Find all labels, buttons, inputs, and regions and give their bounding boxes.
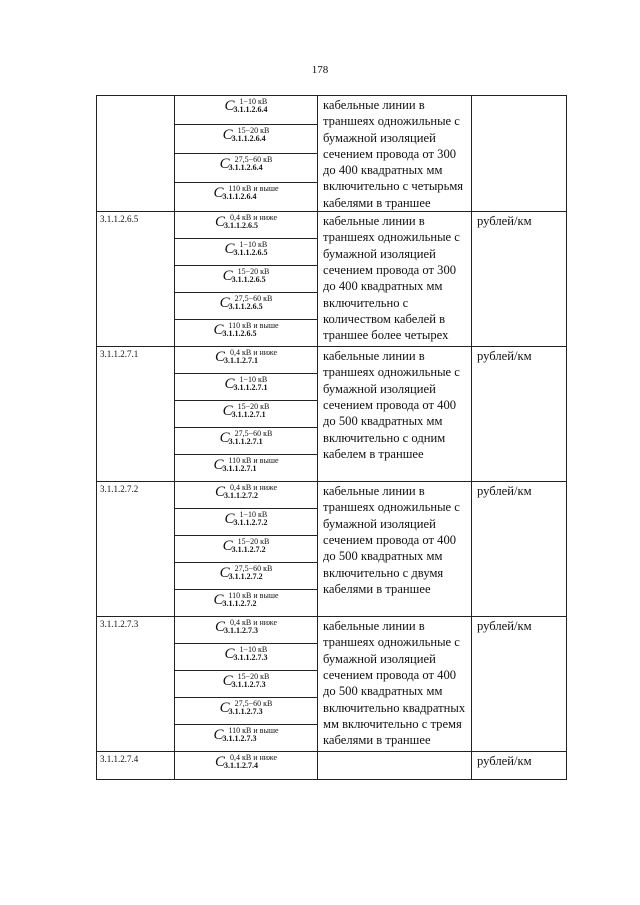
voltage-class: 15−20 кВ: [237, 267, 270, 277]
coefficient-subscript: 3.1.1.2.7.2: [231, 545, 266, 555]
voltage-class: 110 кВ и выше: [228, 591, 279, 601]
coefficient-cell: [175, 347, 318, 374]
coefficient-formula: [220, 428, 273, 446]
voltage-class: 1−10 кВ: [239, 240, 268, 250]
voltage-class: 0,4 кВ и ниже: [229, 753, 278, 763]
coefficient-symbol: C: [213, 185, 224, 202]
voltage-class: 27,5−60 кВ: [234, 429, 273, 439]
row-unit: рублей/км: [472, 617, 567, 752]
coefficient-index: [232, 403, 270, 419]
row-code: 3.1.1.2.7.2: [97, 482, 175, 617]
coefficient-symbol: C: [219, 156, 230, 173]
coefficient-cell: [175, 154, 318, 183]
coefficient-formula: [213, 725, 278, 743]
coefficient-formula: [224, 644, 267, 662]
coefficient-cell: [175, 482, 318, 509]
coefficient-subscript: 3.1.1.2.7.3: [228, 707, 263, 717]
coefficient-subscript: 3.1.1.2.7.3: [233, 653, 268, 663]
coefficient-index: [234, 98, 268, 114]
table-row: [97, 96, 567, 125]
coefficient-subscript: 3.1.1.2.7.1: [228, 437, 263, 447]
row-description: кабельные линии в траншеях одножильные с бумажной изоляцией сечением провода от 400 до 500 квадратных мм включительно с одним кабелем в траншее: [318, 347, 472, 482]
coefficient-subscript: 3.1.1.2.6.5: [223, 221, 258, 231]
coefficient-subscript: 3.1.1.2.7.1: [223, 356, 258, 366]
coefficient-index: [229, 565, 273, 581]
voltage-class: 1−10 кВ: [239, 375, 268, 385]
coefficient-index: [234, 511, 268, 527]
voltage-class: 0,4 кВ и ниже: [229, 213, 278, 223]
coefficient-subscript: 3.1.1.2.6.5: [222, 329, 257, 339]
coefficient-symbol: C: [222, 127, 233, 144]
voltage-class: 27,5−60 кВ: [234, 564, 273, 574]
coefficient-subscript: 3.1.1.2.6.4: [222, 192, 257, 202]
coefficient-symbol: C: [214, 214, 225, 231]
voltage-class: 15−20 кВ: [237, 537, 270, 547]
coefficient-formula: [213, 183, 278, 201]
coefficient-index: [229, 430, 273, 446]
voltage-class: 27,5−60 кВ: [234, 155, 273, 165]
coefficient-subscript: 3.1.1.2.6.5: [233, 248, 268, 258]
row-unit: рублей/км: [472, 212, 567, 347]
coefficient-symbol: C: [214, 619, 225, 636]
row-unit: рублей/км: [472, 482, 567, 617]
voltage-class: 15−20 кВ: [237, 672, 270, 682]
row-description: [318, 752, 472, 780]
row-code: 3.1.1.2.7.4: [97, 752, 175, 780]
coefficient-formula: [213, 320, 278, 338]
coefficient-cell: [175, 293, 318, 320]
voltage-class: 15−20 кВ: [237, 126, 270, 136]
coefficient-index: [222, 727, 278, 743]
coefficient-cell: [175, 212, 318, 239]
coefficient-subscript: 3.1.1.2.7.2: [222, 599, 257, 609]
coefficient-formula: [220, 293, 273, 311]
coefficient-cell: [175, 401, 318, 428]
coefficient-formula: [223, 266, 270, 284]
coefficient-index: [234, 241, 268, 257]
row-description: кабельные линии в траншеях одножильные с бумажной изоляцией сечением провода от 400 до 500 квадратных мм включительно с двумя кабелями в траншее: [318, 482, 472, 617]
row-description: кабельные линии в траншеях одножильные с бумажной изоляцией сечением провода от 300 до 400 квадратных мм включительно с количеством кабелей в траншее более четырех: [318, 212, 472, 347]
coefficient-index: [222, 592, 278, 608]
coefficient-cell: [175, 752, 318, 780]
coefficient-subscript: 3.1.1.2.7.3: [223, 626, 258, 636]
coefficient-index: [229, 295, 273, 311]
coefficient-symbol: C: [222, 538, 233, 555]
coefficient-subscript: 3.1.1.2.7.1: [231, 410, 266, 420]
table-row: [97, 347, 567, 374]
coefficient-cell: [175, 509, 318, 536]
coefficient-formula: [213, 455, 278, 473]
coefficient-subscript: 3.1.1.2.7.4: [223, 761, 258, 771]
coefficient-index: [232, 538, 270, 554]
coefficient-index: [232, 673, 270, 689]
coefficient-cell: [175, 617, 318, 644]
coefficient-formula: [223, 536, 270, 554]
coefficient-subscript: 3.1.1.2.6.4: [231, 134, 266, 144]
voltage-class: 1−10 кВ: [239, 645, 268, 655]
coefficient-symbol: C: [213, 322, 224, 339]
coefficient-index: [222, 322, 278, 338]
coefficient-symbol: C: [224, 646, 235, 663]
voltage-class: 0,4 кВ и ниже: [229, 618, 278, 628]
coefficient-symbol: C: [213, 727, 224, 744]
coefficient-formula: [224, 96, 267, 114]
coefficient-cell: [175, 266, 318, 293]
coefficient-cell: [175, 239, 318, 266]
voltage-class: 110 кВ и выше: [228, 726, 279, 736]
voltage-class: 110 кВ и выше: [228, 321, 279, 331]
coefficient-symbol: C: [213, 592, 224, 609]
coefficient-index: [224, 754, 277, 770]
coefficient-symbol: C: [219, 565, 230, 582]
coefficient-formula: [215, 617, 277, 635]
coefficient-subscript: 3.1.1.2.7.2: [233, 518, 268, 528]
table-row: [97, 617, 567, 644]
coefficient-formula: [215, 347, 277, 365]
row-unit: [472, 96, 567, 212]
coefficient-symbol: C: [219, 700, 230, 717]
coefficient-index: [232, 127, 270, 143]
coefficient-cell: [175, 671, 318, 698]
voltage-class: 1−10 кВ: [239, 97, 268, 106]
coefficient-cell: [175, 455, 318, 482]
coefficient-formula: [215, 212, 277, 230]
coefficient-cell: [175, 96, 318, 125]
coefficient-index: [232, 268, 270, 284]
coefficient-formula: [223, 401, 270, 419]
row-code: [97, 96, 175, 212]
coefficient-index: [224, 619, 277, 635]
coefficient-symbol: C: [219, 295, 230, 312]
voltage-class: 110 кВ и выше: [228, 456, 279, 466]
coefficient-cell: [175, 590, 318, 617]
voltage-class: 110 кВ и выше: [228, 184, 279, 194]
row-code: 3.1.1.2.7.1: [97, 347, 175, 482]
coefficient-symbol: C: [219, 430, 230, 447]
coefficient-index: [224, 214, 277, 230]
coefficient-subscript: 3.1.1.2.7.3: [231, 680, 266, 690]
coefficient-symbol: C: [213, 457, 224, 474]
coefficient-formula: [213, 590, 278, 608]
coefficient-symbol: C: [214, 349, 225, 366]
coefficient-symbol: C: [222, 403, 233, 420]
coefficient-formula: [224, 374, 267, 392]
coefficient-subscript: 3.1.1.2.7.2: [228, 572, 263, 582]
coefficient-cell: [175, 725, 318, 752]
coefficient-cell: [175, 644, 318, 671]
coefficient-index: [234, 646, 268, 662]
coefficient-subscript: 3.1.1.2.7.1: [222, 464, 257, 474]
row-code: 3.1.1.2.6.5: [97, 212, 175, 347]
voltage-class: 1−10 кВ: [239, 510, 268, 520]
row-unit: рублей/км: [472, 347, 567, 482]
coefficient-index: [234, 376, 268, 392]
coefficient-subscript: 3.1.1.2.7.3: [222, 734, 257, 744]
coefficient-formula: [223, 125, 270, 143]
coefficient-subscript: 3.1.1.2.6.4: [233, 105, 268, 114]
table-row: [97, 482, 567, 509]
coefficient-symbol: C: [222, 268, 233, 285]
coefficient-cell: [175, 320, 318, 347]
coefficient-cell: [175, 563, 318, 590]
row-code: 3.1.1.2.7.3: [97, 617, 175, 752]
coefficient-formula: [215, 752, 277, 770]
coefficient-cell: [175, 183, 318, 212]
coefficient-index: [224, 349, 277, 365]
coefficient-index: [229, 156, 273, 172]
coefficient-index: [224, 484, 277, 500]
row-description: кабельные линии в траншеях одножильные с бумажной изоляцией сечением провода от 300 до 400 квадратных мм включительно с четырьмя кабелями в траншее: [318, 96, 472, 212]
coefficient-symbol: C: [224, 241, 235, 258]
coefficient-formula: [223, 671, 270, 689]
coefficient-subscript: 3.1.1.2.6.4: [228, 163, 263, 173]
coefficient-cell: [175, 125, 318, 154]
coefficient-symbol: C: [222, 673, 233, 690]
voltage-class: 27,5−60 кВ: [234, 699, 273, 709]
table-row: [97, 752, 567, 780]
coefficient-symbol: C: [214, 754, 225, 771]
coefficient-symbol: C: [214, 484, 225, 501]
coefficient-symbol: C: [224, 376, 235, 393]
coefficient-cell: [175, 428, 318, 455]
tariff-table: [96, 95, 567, 780]
coefficient-cell: [175, 536, 318, 563]
voltage-class: 0,4 кВ и ниже: [229, 483, 278, 493]
voltage-class: 15−20 кВ: [237, 402, 270, 412]
coefficient-symbol: C: [224, 98, 235, 114]
coefficient-formula: [220, 698, 273, 716]
row-description: кабельные линии в траншеях одножильные с бумажной изоляцией сечением провода от 400 до 500 квадратных мм включительно квадратных мм включительно с тремя кабелями в траншее: [318, 617, 472, 752]
voltage-class: 27,5−60 кВ: [234, 294, 273, 304]
table-row: [97, 212, 567, 239]
coefficient-formula: [224, 239, 267, 257]
coefficient-symbol: C: [224, 511, 235, 528]
voltage-class: 0,4 кВ и ниже: [229, 348, 278, 358]
coefficient-cell: [175, 698, 318, 725]
coefficient-index: [222, 185, 278, 201]
page-number: 178: [311, 64, 329, 76]
coefficient-index: [222, 457, 278, 473]
coefficient-cell: [175, 374, 318, 401]
coefficient-formula: [215, 482, 277, 500]
coefficient-formula: [220, 563, 273, 581]
coefficient-subscript: 3.1.1.2.6.5: [231, 275, 266, 285]
coefficient-subscript: 3.1.1.2.7.1: [233, 383, 268, 393]
coefficient-index: [229, 700, 273, 716]
coefficient-formula: [224, 509, 267, 527]
coefficient-formula: [220, 154, 273, 172]
row-unit: рублей/км: [472, 752, 567, 780]
coefficient-subscript: 3.1.1.2.7.2: [223, 491, 258, 501]
coefficient-subscript: 3.1.1.2.6.5: [228, 302, 263, 312]
